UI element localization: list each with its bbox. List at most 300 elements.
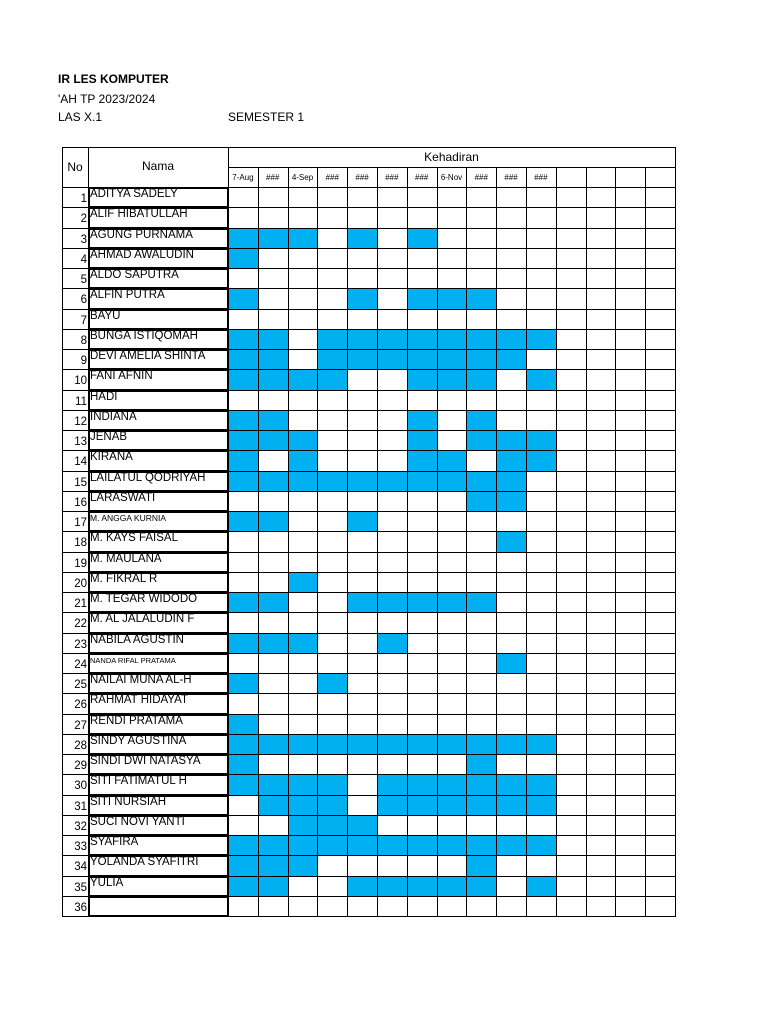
attendance-cell[interactable] (317, 511, 347, 531)
attendance-cell[interactable] (288, 673, 318, 693)
attendance-present-cell[interactable] (228, 430, 258, 450)
attendance-cell[interactable] (407, 673, 437, 693)
attendance-cell[interactable] (466, 572, 496, 592)
attendance-cell[interactable] (645, 268, 675, 288)
attendance-cell[interactable] (347, 552, 377, 572)
attendance-cell[interactable] (496, 552, 526, 572)
attendance-cell[interactable] (496, 612, 526, 632)
attendance-cell[interactable] (586, 228, 616, 248)
attendance-cell[interactable] (645, 876, 675, 896)
attendance-cell[interactable] (496, 228, 526, 248)
attendance-present-cell[interactable] (347, 288, 377, 308)
attendance-present-cell[interactable] (317, 369, 347, 389)
attendance-cell[interactable] (317, 228, 347, 248)
attendance-cell[interactable] (615, 309, 645, 329)
attendance-cell[interactable] (496, 896, 526, 916)
attendance-cell[interactable] (228, 612, 258, 632)
attendance-present-cell[interactable] (496, 329, 526, 349)
attendance-cell[interactable] (288, 288, 318, 308)
attendance-cell[interactable] (556, 207, 586, 227)
attendance-present-cell[interactable] (437, 592, 467, 612)
attendance-cell[interactable] (407, 572, 437, 592)
attendance-cell[interactable] (347, 896, 377, 916)
attendance-cell[interactable] (407, 511, 437, 531)
attendance-cell[interactable] (556, 349, 586, 369)
attendance-cell[interactable] (377, 248, 407, 268)
attendance-cell[interactable] (377, 187, 407, 207)
attendance-cell[interactable] (645, 369, 675, 389)
attendance-present-cell[interactable] (466, 855, 496, 875)
attendance-cell[interactable] (317, 552, 347, 572)
attendance-cell[interactable] (526, 592, 556, 612)
attendance-present-cell[interactable] (317, 774, 347, 794)
attendance-cell[interactable] (526, 815, 556, 835)
attendance-present-cell[interactable] (526, 369, 556, 389)
attendance-cell[interactable] (466, 187, 496, 207)
attendance-present-cell[interactable] (228, 855, 258, 875)
attendance-cell[interactable] (228, 187, 258, 207)
attendance-cell[interactable] (317, 612, 347, 632)
attendance-present-cell[interactable] (228, 369, 258, 389)
attendance-cell[interactable] (615, 187, 645, 207)
attendance-cell[interactable] (556, 572, 586, 592)
attendance-cell[interactable] (258, 450, 288, 470)
attendance-cell[interactable] (526, 754, 556, 774)
attendance-cell[interactable] (556, 855, 586, 875)
attendance-present-cell[interactable] (526, 450, 556, 470)
attendance-cell[interactable] (556, 673, 586, 693)
attendance-cell[interactable] (407, 552, 437, 572)
attendance-cell[interactable] (586, 491, 616, 511)
attendance-present-cell[interactable] (288, 228, 318, 248)
attendance-cell[interactable] (258, 248, 288, 268)
attendance-cell[interactable] (258, 673, 288, 693)
attendance-cell[interactable] (377, 653, 407, 673)
attendance-cell[interactable] (645, 410, 675, 430)
attendance-cell[interactable] (377, 673, 407, 693)
attendance-cell[interactable] (556, 471, 586, 491)
attendance-cell[interactable] (556, 450, 586, 470)
attendance-present-cell[interactable] (288, 795, 318, 815)
attendance-cell[interactable] (258, 491, 288, 511)
attendance-present-cell[interactable] (466, 774, 496, 794)
attendance-cell[interactable] (466, 673, 496, 693)
attendance-present-cell[interactable] (258, 855, 288, 875)
attendance-present-cell[interactable] (437, 876, 467, 896)
attendance-cell[interactable] (466, 450, 496, 470)
attendance-cell[interactable] (615, 228, 645, 248)
attendance-cell[interactable] (258, 815, 288, 835)
attendance-cell[interactable] (615, 774, 645, 794)
attendance-cell[interactable] (586, 450, 616, 470)
attendance-present-cell[interactable] (258, 633, 288, 653)
attendance-cell[interactable] (317, 187, 347, 207)
attendance-cell[interactable] (347, 795, 377, 815)
attendance-present-cell[interactable] (466, 876, 496, 896)
attendance-present-cell[interactable] (258, 511, 288, 531)
attendance-cell[interactable] (288, 714, 318, 734)
attendance-cell[interactable] (496, 876, 526, 896)
attendance-present-cell[interactable] (347, 228, 377, 248)
attendance-cell[interactable] (526, 207, 556, 227)
attendance-cell[interactable] (556, 288, 586, 308)
attendance-cell[interactable] (317, 855, 347, 875)
attendance-present-cell[interactable] (496, 349, 526, 369)
attendance-cell[interactable] (437, 653, 467, 673)
attendance-cell[interactable] (496, 633, 526, 653)
attendance-present-cell[interactable] (228, 450, 258, 470)
attendance-cell[interactable] (496, 714, 526, 734)
attendance-present-cell[interactable] (407, 835, 437, 855)
attendance-cell[interactable] (645, 612, 675, 632)
attendance-cell[interactable] (347, 268, 377, 288)
attendance-cell[interactable] (437, 491, 467, 511)
attendance-present-cell[interactable] (228, 471, 258, 491)
attendance-cell[interactable] (317, 268, 347, 288)
attendance-cell[interactable] (496, 754, 526, 774)
attendance-cell[interactable] (407, 612, 437, 632)
attendance-cell[interactable] (496, 248, 526, 268)
attendance-present-cell[interactable] (407, 228, 437, 248)
attendance-cell[interactable] (377, 693, 407, 713)
attendance-present-cell[interactable] (466, 835, 496, 855)
attendance-cell[interactable] (556, 876, 586, 896)
attendance-cell[interactable] (228, 795, 258, 815)
attendance-cell[interactable] (377, 430, 407, 450)
attendance-cell[interactable] (615, 390, 645, 410)
attendance-cell[interactable] (496, 207, 526, 227)
attendance-present-cell[interactable] (437, 835, 467, 855)
attendance-cell[interactable] (615, 450, 645, 470)
attendance-cell[interactable] (347, 572, 377, 592)
attendance-cell[interactable] (556, 552, 586, 572)
attendance-present-cell[interactable] (496, 734, 526, 754)
attendance-cell[interactable] (407, 390, 437, 410)
attendance-cell[interactable] (586, 410, 616, 430)
attendance-present-cell[interactable] (496, 774, 526, 794)
attendance-present-cell[interactable] (347, 835, 377, 855)
attendance-cell[interactable] (288, 390, 318, 410)
attendance-cell[interactable] (347, 774, 377, 794)
attendance-present-cell[interactable] (526, 835, 556, 855)
attendance-cell[interactable] (615, 430, 645, 450)
attendance-cell[interactable] (586, 612, 616, 632)
attendance-cell[interactable] (466, 248, 496, 268)
attendance-present-cell[interactable] (407, 471, 437, 491)
attendance-present-cell[interactable] (437, 471, 467, 491)
attendance-cell[interactable] (407, 309, 437, 329)
attendance-cell[interactable] (526, 511, 556, 531)
attendance-cell[interactable] (645, 835, 675, 855)
attendance-cell[interactable] (496, 592, 526, 612)
attendance-cell[interactable] (556, 815, 586, 835)
attendance-present-cell[interactable] (407, 734, 437, 754)
attendance-present-cell[interactable] (377, 329, 407, 349)
attendance-cell[interactable] (526, 552, 556, 572)
attendance-cell[interactable] (496, 288, 526, 308)
attendance-cell[interactable] (526, 268, 556, 288)
attendance-cell[interactable] (645, 288, 675, 308)
attendance-cell[interactable] (615, 693, 645, 713)
attendance-cell[interactable] (377, 288, 407, 308)
attendance-cell[interactable] (407, 653, 437, 673)
attendance-cell[interactable] (645, 491, 675, 511)
attendance-cell[interactable] (317, 248, 347, 268)
attendance-present-cell[interactable] (317, 795, 347, 815)
attendance-cell[interactable] (466, 228, 496, 248)
attendance-cell[interactable] (347, 714, 377, 734)
attendance-cell[interactable] (645, 896, 675, 916)
attendance-present-cell[interactable] (377, 876, 407, 896)
attendance-cell[interactable] (466, 612, 496, 632)
attendance-present-cell[interactable] (526, 774, 556, 794)
attendance-cell[interactable] (586, 349, 616, 369)
attendance-cell[interactable] (407, 531, 437, 551)
attendance-cell[interactable] (615, 876, 645, 896)
attendance-cell[interactable] (377, 531, 407, 551)
attendance-cell[interactable] (437, 896, 467, 916)
attendance-present-cell[interactable] (496, 835, 526, 855)
attendance-cell[interactable] (645, 855, 675, 875)
attendance-present-cell[interactable] (407, 774, 437, 794)
attendance-cell[interactable] (288, 612, 318, 632)
attendance-present-cell[interactable] (377, 774, 407, 794)
attendance-cell[interactable] (377, 450, 407, 470)
attendance-present-cell[interactable] (228, 774, 258, 794)
attendance-present-cell[interactable] (258, 876, 288, 896)
attendance-cell[interactable] (437, 572, 467, 592)
attendance-cell[interactable] (377, 855, 407, 875)
attendance-present-cell[interactable] (496, 450, 526, 470)
attendance-cell[interactable] (556, 693, 586, 713)
attendance-present-cell[interactable] (466, 795, 496, 815)
attendance-cell[interactable] (586, 734, 616, 754)
attendance-cell[interactable] (586, 552, 616, 572)
attendance-cell[interactable] (645, 552, 675, 572)
attendance-present-cell[interactable] (526, 430, 556, 450)
attendance-cell[interactable] (437, 855, 467, 875)
attendance-cell[interactable] (317, 633, 347, 653)
attendance-present-cell[interactable] (288, 774, 318, 794)
attendance-cell[interactable] (407, 633, 437, 653)
attendance-cell[interactable] (526, 390, 556, 410)
attendance-present-cell[interactable] (258, 329, 288, 349)
attendance-cell[interactable] (288, 207, 318, 227)
attendance-cell[interactable] (288, 187, 318, 207)
attendance-cell[interactable] (496, 268, 526, 288)
attendance-cell[interactable] (556, 653, 586, 673)
attendance-present-cell[interactable] (496, 795, 526, 815)
attendance-cell[interactable] (377, 511, 407, 531)
attendance-present-cell[interactable] (288, 471, 318, 491)
attendance-present-cell[interactable] (377, 734, 407, 754)
attendance-present-cell[interactable] (407, 369, 437, 389)
attendance-present-cell[interactable] (347, 329, 377, 349)
attendance-cell[interactable] (526, 309, 556, 329)
attendance-cell[interactable] (615, 248, 645, 268)
attendance-cell[interactable] (586, 876, 616, 896)
attendance-present-cell[interactable] (407, 876, 437, 896)
attendance-cell[interactable] (526, 855, 556, 875)
attendance-cell[interactable] (556, 835, 586, 855)
attendance-cell[interactable] (228, 390, 258, 410)
attendance-present-cell[interactable] (526, 734, 556, 754)
attendance-cell[interactable] (437, 531, 467, 551)
attendance-cell[interactable] (437, 815, 467, 835)
attendance-cell[interactable] (556, 896, 586, 916)
attendance-cell[interactable] (437, 511, 467, 531)
attendance-cell[interactable] (288, 552, 318, 572)
attendance-present-cell[interactable] (466, 734, 496, 754)
attendance-present-cell[interactable] (437, 329, 467, 349)
attendance-cell[interactable] (556, 734, 586, 754)
attendance-cell[interactable] (317, 896, 347, 916)
attendance-present-cell[interactable] (347, 471, 377, 491)
attendance-cell[interactable] (615, 815, 645, 835)
attendance-cell[interactable] (258, 552, 288, 572)
attendance-cell[interactable] (228, 309, 258, 329)
attendance-cell[interactable] (258, 390, 288, 410)
attendance-cell[interactable] (615, 369, 645, 389)
attendance-cell[interactable] (645, 714, 675, 734)
attendance-present-cell[interactable] (377, 349, 407, 369)
attendance-cell[interactable] (526, 228, 556, 248)
attendance-cell[interactable] (377, 754, 407, 774)
attendance-cell[interactable] (228, 531, 258, 551)
attendance-cell[interactable] (496, 410, 526, 430)
attendance-cell[interactable] (586, 369, 616, 389)
attendance-cell[interactable] (437, 187, 467, 207)
attendance-cell[interactable] (496, 369, 526, 389)
attendance-cell[interactable] (437, 309, 467, 329)
attendance-present-cell[interactable] (526, 795, 556, 815)
attendance-cell[interactable] (645, 653, 675, 673)
attendance-cell[interactable] (586, 471, 616, 491)
attendance-cell[interactable] (347, 491, 377, 511)
attendance-cell[interactable] (466, 633, 496, 653)
attendance-cell[interactable] (347, 430, 377, 450)
attendance-cell[interactable] (347, 653, 377, 673)
attendance-cell[interactable] (228, 815, 258, 835)
attendance-present-cell[interactable] (407, 288, 437, 308)
attendance-present-cell[interactable] (407, 410, 437, 430)
attendance-present-cell[interactable] (347, 734, 377, 754)
attendance-present-cell[interactable] (228, 228, 258, 248)
attendance-cell[interactable] (645, 531, 675, 551)
attendance-cell[interactable] (586, 815, 616, 835)
attendance-cell[interactable] (407, 187, 437, 207)
attendance-present-cell[interactable] (407, 450, 437, 470)
attendance-cell[interactable] (466, 815, 496, 835)
attendance-cell[interactable] (407, 491, 437, 511)
attendance-present-cell[interactable] (466, 491, 496, 511)
attendance-cell[interactable] (258, 531, 288, 551)
attendance-cell[interactable] (228, 268, 258, 288)
attendance-cell[interactable] (258, 572, 288, 592)
attendance-present-cell[interactable] (288, 430, 318, 450)
attendance-cell[interactable] (466, 207, 496, 227)
attendance-cell[interactable] (526, 693, 556, 713)
attendance-present-cell[interactable] (258, 471, 288, 491)
attendance-cell[interactable] (317, 491, 347, 511)
attendance-cell[interactable] (347, 369, 377, 389)
attendance-cell[interactable] (317, 531, 347, 551)
attendance-cell[interactable] (288, 653, 318, 673)
attendance-cell[interactable] (526, 673, 556, 693)
attendance-cell[interactable] (347, 693, 377, 713)
attendance-cell[interactable] (556, 390, 586, 410)
attendance-cell[interactable] (645, 734, 675, 754)
attendance-cell[interactable] (556, 268, 586, 288)
attendance-cell[interactable] (317, 410, 347, 430)
attendance-cell[interactable] (258, 754, 288, 774)
attendance-present-cell[interactable] (288, 450, 318, 470)
attendance-cell[interactable] (556, 774, 586, 794)
attendance-cell[interactable] (615, 835, 645, 855)
attendance-present-cell[interactable] (347, 349, 377, 369)
attendance-present-cell[interactable] (437, 349, 467, 369)
attendance-cell[interactable] (496, 693, 526, 713)
attendance-present-cell[interactable] (258, 430, 288, 450)
attendance-cell[interactable] (586, 187, 616, 207)
attendance-cell[interactable] (347, 390, 377, 410)
attendance-cell[interactable] (466, 714, 496, 734)
attendance-cell[interactable] (288, 896, 318, 916)
attendance-cell[interactable] (556, 511, 586, 531)
attendance-cell[interactable] (645, 592, 675, 612)
attendance-present-cell[interactable] (526, 329, 556, 349)
attendance-present-cell[interactable] (288, 633, 318, 653)
attendance-cell[interactable] (347, 754, 377, 774)
attendance-present-cell[interactable] (228, 329, 258, 349)
attendance-cell[interactable] (288, 592, 318, 612)
attendance-present-cell[interactable] (288, 572, 318, 592)
attendance-cell[interactable] (377, 268, 407, 288)
attendance-present-cell[interactable] (407, 592, 437, 612)
attendance-present-cell[interactable] (228, 349, 258, 369)
attendance-present-cell[interactable] (317, 673, 347, 693)
attendance-cell[interactable] (526, 288, 556, 308)
attendance-cell[interactable] (586, 592, 616, 612)
attendance-cell[interactable] (645, 693, 675, 713)
attendance-cell[interactable] (526, 572, 556, 592)
attendance-cell[interactable] (586, 774, 616, 794)
attendance-cell[interactable] (407, 896, 437, 916)
attendance-cell[interactable] (347, 673, 377, 693)
attendance-cell[interactable] (645, 633, 675, 653)
attendance-cell[interactable] (556, 329, 586, 349)
attendance-cell[interactable] (496, 572, 526, 592)
attendance-cell[interactable] (556, 309, 586, 329)
attendance-cell[interactable] (645, 795, 675, 815)
attendance-cell[interactable] (615, 268, 645, 288)
attendance-present-cell[interactable] (466, 430, 496, 450)
attendance-cell[interactable] (437, 673, 467, 693)
attendance-present-cell[interactable] (526, 876, 556, 896)
attendance-present-cell[interactable] (466, 592, 496, 612)
attendance-cell[interactable] (258, 288, 288, 308)
attendance-cell[interactable] (615, 592, 645, 612)
attendance-cell[interactable] (645, 187, 675, 207)
attendance-cell[interactable] (347, 410, 377, 430)
attendance-cell[interactable] (258, 207, 288, 227)
attendance-cell[interactable] (556, 714, 586, 734)
attendance-cell[interactable] (377, 552, 407, 572)
attendance-present-cell[interactable] (347, 511, 377, 531)
attendance-cell[interactable] (437, 207, 467, 227)
attendance-present-cell[interactable] (466, 369, 496, 389)
attendance-cell[interactable] (407, 754, 437, 774)
